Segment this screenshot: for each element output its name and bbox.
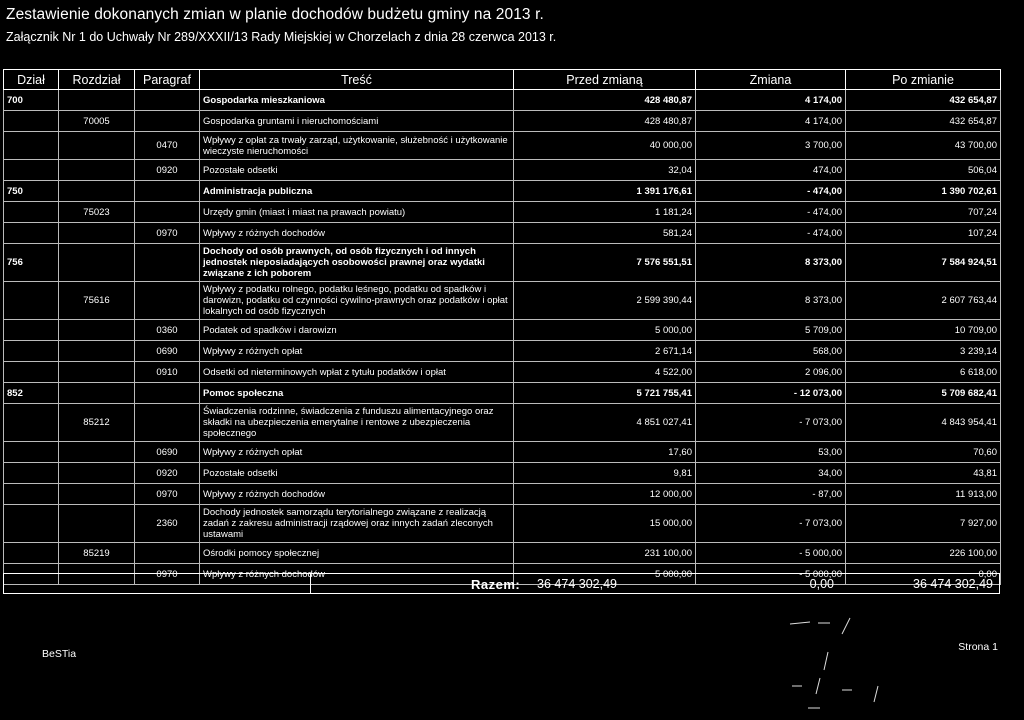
cell-rozdzial: [59, 181, 135, 202]
cell-zmiana: - 87,00: [696, 484, 846, 505]
cell-dzial: [4, 362, 59, 383]
cell-po-zmianie: 506,04: [846, 160, 1001, 181]
cell-dzial: [4, 320, 59, 341]
footer-software-name: BeSTia: [42, 648, 77, 660]
cell-dzial: [4, 505, 59, 543]
total-po-zmianie: 36 474 302,49: [913, 577, 993, 591]
cell-rozdzial: [59, 442, 135, 463]
cell-dzial: [4, 132, 59, 160]
cell-paragraf: 0470: [135, 132, 200, 160]
table-row-rozdzial: [4, 282, 1001, 320]
cell-dzial: [4, 202, 59, 223]
cell-dzial: [4, 160, 59, 181]
cell-tresc: Ośrodki pomocy społecznej: [200, 543, 514, 564]
cell-przed-zmiana: 428 480,87: [514, 90, 696, 111]
cell-zmiana: 5 709,00: [696, 320, 846, 341]
cell-po-zmianie: 7 584 924,51: [846, 244, 1001, 282]
cell-zmiana: - 5 000,00: [696, 564, 846, 585]
footer-page-number: Strona 1: [958, 641, 998, 653]
handwritten-signature: [780, 612, 900, 712]
cell-paragraf: 0690: [135, 341, 200, 362]
cell-przed-zmiana: 40 000,00: [514, 132, 696, 160]
cell-tresc: Urzędy gmin (miast i miast na prawach powiatu): [200, 202, 514, 223]
cell-po-zmianie: 226 100,00: [846, 543, 1001, 564]
header-paragraf: Paragraf: [135, 70, 200, 90]
cell-zmiana: - 474,00: [696, 181, 846, 202]
cell-paragraf: [135, 383, 200, 404]
cell-tresc: Podatek od spadków i darowizn: [200, 320, 514, 341]
cell-po-zmianie: 432 654,87: [846, 90, 1001, 111]
table-row-paragraf: [4, 223, 1001, 244]
cell-rozdzial: [59, 160, 135, 181]
table-body: [4, 90, 1001, 585]
cell-dzial: 700: [4, 90, 59, 111]
total-zmiana: 0,00: [809, 577, 834, 591]
cell-rozdzial: 75023: [59, 202, 135, 223]
cell-zmiana: 53,00: [696, 442, 846, 463]
cell-rozdzial: [59, 463, 135, 484]
cell-rozdzial: [59, 383, 135, 404]
table-row-paragraf: [4, 442, 1001, 463]
cell-dzial: [4, 463, 59, 484]
cell-rozdzial: 85212: [59, 404, 135, 442]
cell-tresc: Dochody jednostek samorządu terytorialnego związane z realizacją zadań z zakresu administracji rządowej oraz innych zadań zleconych ustawami: [200, 505, 514, 543]
cell-zmiana: 4 174,00: [696, 111, 846, 132]
cell-tresc: Pomoc społeczna: [200, 383, 514, 404]
cell-przed-zmiana: 2 671,14: [514, 341, 696, 362]
total-row-inner: [310, 574, 999, 593]
cell-po-zmianie: 11 913,00: [846, 484, 1001, 505]
cell-paragraf: 0970: [135, 223, 200, 244]
cell-przed-zmiana: 32,04: [514, 160, 696, 181]
cell-po-zmianie: 432 654,87: [846, 111, 1001, 132]
cell-dzial: [4, 484, 59, 505]
header-rozdzial: Rozdział: [59, 70, 135, 90]
cell-tresc: Administracja publiczna: [200, 181, 514, 202]
cell-dzial: [4, 111, 59, 132]
cell-zmiana: 474,00: [696, 160, 846, 181]
cell-paragraf: [135, 543, 200, 564]
cell-przed-zmiana: 231 100,00: [514, 543, 696, 564]
cell-tresc: Wpływy z różnych opłat: [200, 442, 514, 463]
cell-rozdzial: [59, 362, 135, 383]
cell-po-zmianie: 3 239,14: [846, 341, 1001, 362]
cell-zmiana: 8 373,00: [696, 244, 846, 282]
cell-po-zmianie: 7 927,00: [846, 505, 1001, 543]
table-row-rozdzial: [4, 202, 1001, 223]
cell-rozdzial: [59, 320, 135, 341]
table-row-paragraf: [4, 160, 1001, 181]
cell-zmiana: - 474,00: [696, 202, 846, 223]
cell-po-zmianie: 107,24: [846, 223, 1001, 244]
cell-po-zmianie: 70,60: [846, 442, 1001, 463]
cell-paragraf: 0970: [135, 484, 200, 505]
cell-przed-zmiana: 1 391 176,61: [514, 181, 696, 202]
cell-przed-zmiana: 4 522,00: [514, 362, 696, 383]
cell-rozdzial: [59, 90, 135, 111]
cell-rozdzial: [59, 132, 135, 160]
cell-paragraf: [135, 181, 200, 202]
total-label: Razem:: [471, 577, 521, 592]
cell-rozdzial: 75616: [59, 282, 135, 320]
cell-paragraf: 0360: [135, 320, 200, 341]
cell-tresc: Wpływy z różnych dochodów: [200, 564, 514, 585]
cell-paragraf: [135, 282, 200, 320]
cell-dzial: [4, 404, 59, 442]
cell-po-zmianie: 10 709,00: [846, 320, 1001, 341]
cell-tresc: Wpływy z opłat za trwały zarząd, użytkowanie, służebność i użytkowanie wieczyste nieruchomości: [200, 132, 514, 160]
cell-paragraf: 0910: [135, 362, 200, 383]
cell-tresc: Świadczenia rodzinne, świadczenia z funduszu alimentacyjnego oraz składki na ubezpieczenia emerytalne i rentowe z ubezpieczenia społecznego: [200, 404, 514, 442]
cell-przed-zmiana: 2 599 390,44: [514, 282, 696, 320]
cell-rozdzial: [59, 223, 135, 244]
cell-tresc: Dochody od osób prawnych, od osób fizycznych i od innych jednostek nieposiadających osobowości prawnej oraz wydatki związane z ich poborem: [200, 244, 514, 282]
cell-przed-zmiana: 9,81: [514, 463, 696, 484]
table-row-paragraf: [4, 505, 1001, 543]
cell-tresc: Wpływy z różnych dochodów: [200, 484, 514, 505]
cell-dzial: [4, 341, 59, 362]
cell-przed-zmiana: 7 576 551,51: [514, 244, 696, 282]
cell-po-zmianie: 2 607 763,44: [846, 282, 1001, 320]
table-header-row: [4, 70, 1001, 90]
cell-przed-zmiana: 5 000,00: [514, 564, 696, 585]
cell-przed-zmiana: 5 000,00: [514, 320, 696, 341]
cell-tresc: Wpływy z różnych dochodów: [200, 223, 514, 244]
cell-zmiana: 2 096,00: [696, 362, 846, 383]
cell-przed-zmiana: 581,24: [514, 223, 696, 244]
cell-rozdzial: [59, 484, 135, 505]
cell-zmiana: 3 700,00: [696, 132, 846, 160]
total-przed-zmiana: 36 474 302,49: [537, 577, 617, 591]
cell-dzial: [4, 543, 59, 564]
cell-zmiana: - 5 000,00: [696, 543, 846, 564]
cell-zmiana: - 474,00: [696, 223, 846, 244]
cell-rozdzial: [59, 244, 135, 282]
cell-paragraf: 0920: [135, 463, 200, 484]
header-dzial: Dział: [4, 70, 59, 90]
cell-paragraf: [135, 202, 200, 223]
table-row-paragraf: [4, 484, 1001, 505]
table-row-dzial: [4, 181, 1001, 202]
cell-paragraf: [135, 244, 200, 282]
cell-paragraf: 2360: [135, 505, 200, 543]
cell-rozdzial: 85219: [59, 543, 135, 564]
cell-po-zmianie: 1 390 702,61: [846, 181, 1001, 202]
cell-rozdzial: [59, 505, 135, 543]
table-row-paragraf: [4, 362, 1001, 383]
table-row-paragraf: [4, 341, 1001, 362]
cell-dzial: [4, 442, 59, 463]
cell-zmiana: - 7 073,00: [696, 505, 846, 543]
cell-tresc: Wpływy z różnych opłat: [200, 341, 514, 362]
total-row: [3, 573, 1000, 594]
cell-dzial: [4, 223, 59, 244]
budget-table: [3, 69, 1001, 585]
cell-dzial: 750: [4, 181, 59, 202]
cell-przed-zmiana: 1 181,24: [514, 202, 696, 223]
cell-dzial: [4, 282, 59, 320]
table-row-dzial: [4, 244, 1001, 282]
cell-zmiana: - 12 073,00: [696, 383, 846, 404]
cell-rozdzial: [59, 341, 135, 362]
cell-dzial: 852: [4, 383, 59, 404]
cell-zmiana: 8 373,00: [696, 282, 846, 320]
cell-paragraf: [135, 90, 200, 111]
cell-tresc: Odsetki od nieterminowych wpłat z tytułu podatków i opłat: [200, 362, 514, 383]
cell-zmiana: - 7 073,00: [696, 404, 846, 442]
table-row-dzial: [4, 383, 1001, 404]
table-row-rozdzial: [4, 111, 1001, 132]
cell-przed-zmiana: 17,60: [514, 442, 696, 463]
cell-tresc: Pozostałe odsetki: [200, 463, 514, 484]
cell-tresc: Gospodarka gruntami i nieruchomościami: [200, 111, 514, 132]
cell-po-zmianie: 4 843 954,41: [846, 404, 1001, 442]
cell-paragraf: 0970: [135, 564, 200, 585]
cell-tresc: Pozostałe odsetki: [200, 160, 514, 181]
table-row-paragraf: [4, 132, 1001, 160]
cell-po-zmianie: 6 618,00: [846, 362, 1001, 383]
cell-paragraf: 0920: [135, 160, 200, 181]
cell-tresc: Wpływy z podatku rolnego, podatku leśnego, podatku od spadków i darowizn, podatku od czynności cywilno-prawnych oraz podatków i opłat lokalnych od osób fizycznych: [200, 282, 514, 320]
cell-paragraf: [135, 404, 200, 442]
cell-dzial: 756: [4, 244, 59, 282]
table-row-dzial: [4, 90, 1001, 111]
cell-przed-zmiana: 12 000,00: [514, 484, 696, 505]
cell-zmiana: 4 174,00: [696, 90, 846, 111]
header-przed-zmiana: Przed zmianą: [514, 70, 696, 90]
cell-zmiana: 568,00: [696, 341, 846, 362]
cell-zmiana: 34,00: [696, 463, 846, 484]
table-row-rozdzial: [4, 543, 1001, 564]
cell-przed-zmiana: 428 480,87: [514, 111, 696, 132]
header-tresc: Treść: [200, 70, 514, 90]
cell-paragraf: 0690: [135, 442, 200, 463]
cell-rozdzial: 70005: [59, 111, 135, 132]
header-zmiana: Zmiana: [696, 70, 846, 90]
page-subtitle: Załącznik Nr 1 do Uchwały Nr 289/XXXII/13 Rady Miejskiej w Chorzelach z dnia 28 czerwca 2013 r.: [6, 30, 557, 44]
cell-przed-zmiana: 15 000,00: [514, 505, 696, 543]
cell-po-zmianie: 43 700,00: [846, 132, 1001, 160]
cell-przed-zmiana: 5 721 755,41: [514, 383, 696, 404]
cell-po-zmianie: 5 709 682,41: [846, 383, 1001, 404]
table-row-paragraf: [4, 463, 1001, 484]
cell-po-zmianie: 707,24: [846, 202, 1001, 223]
cell-paragraf: [135, 111, 200, 132]
table-row-paragraf: [4, 320, 1001, 341]
cell-tresc: Gospodarka mieszkaniowa: [200, 90, 514, 111]
header-po-zmianie: Po zmianie: [846, 70, 1001, 90]
cell-po-zmianie: 0,00: [846, 564, 1001, 585]
table-row-rozdzial: [4, 404, 1001, 442]
page-title: Zestawienie dokonanych zmian w planie dochodów budżetu gminy na 2013 r.: [6, 6, 544, 23]
cell-po-zmianie: 43,81: [846, 463, 1001, 484]
cell-przed-zmiana: 4 851 027,41: [514, 404, 696, 442]
